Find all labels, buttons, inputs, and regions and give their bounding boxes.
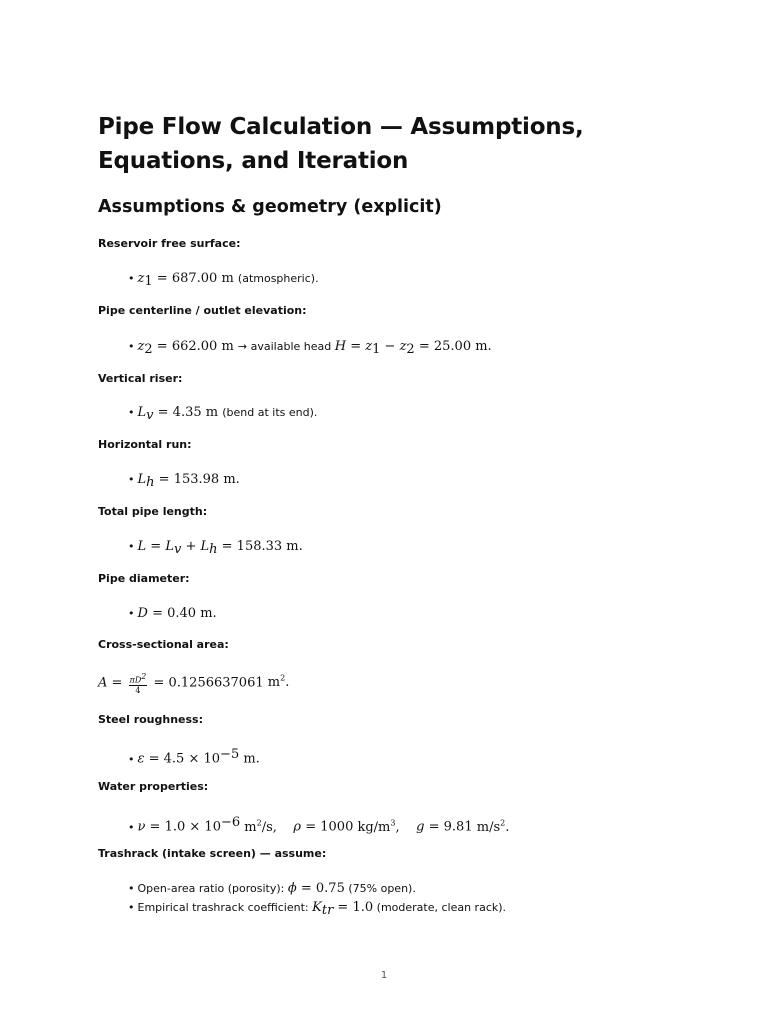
item-roughness: • $\varepsilon = 4.5 \times 10^{-5}$ m. (128, 747, 260, 767)
item-lh: • $L_h = 153.98$ m. (128, 472, 240, 491)
label-water: Water properties: (98, 780, 209, 793)
item-lv: • $L_v = 4.35$ m (bend at its end). (128, 405, 318, 424)
z2-note: → available head (237, 340, 332, 353)
d-value: 0.40 (167, 606, 197, 621)
item-z2: • $z_2 = 662.00$ m → available head $H = z_1 - z_2 = 25.00$ m. (128, 339, 492, 358)
nu-exp: −6 (220, 815, 241, 830)
area-equation: A = $\frac{\pi D^2}{4}$ = 0.1256637061 $m^2$. (98, 672, 290, 695)
lv-value: 4.35 (172, 405, 202, 420)
lv-note: (bend at its end). (222, 406, 318, 419)
label-reservoir: Reservoir free surface: (98, 237, 241, 250)
page-number: 1 (380, 970, 388, 981)
item-ktr: • Empirical trashrack coefficient: $K_{tr} = 1.0$ (moderate, clean rack). (128, 900, 507, 919)
rho-value: 1000 (320, 819, 354, 835)
label-diameter: Pipe diameter: (98, 572, 190, 585)
z1-value: 687.00 (171, 271, 218, 286)
lh-value: 153.98 (173, 472, 220, 487)
label-total: Total pipe length: (98, 505, 208, 518)
bullet: • (128, 272, 135, 285)
label-roughness: Steel roughness: (98, 713, 204, 726)
head-value: 25.00 (433, 339, 472, 354)
eps-exp: −5 (220, 747, 240, 762)
label-riser: Vertical riser: (98, 372, 183, 385)
porosity-note: (75% open). (348, 882, 416, 895)
l-value: 158.33 (236, 539, 283, 554)
page-title: Pipe Flow Calculation — Assumptions, Equations, and Iteration (98, 114, 584, 174)
section-heading: Assumptions & geometry (explicit) (98, 197, 442, 217)
item-diameter: • D = 0.40 m. (128, 606, 217, 621)
g-value: 9.81 (443, 819, 473, 835)
label-area: Cross-sectional area: (98, 638, 229, 651)
eps-mantissa: 4.5 (163, 751, 185, 767)
area-value: 0.1256637061 (168, 675, 264, 691)
porosity-text: Open-area ratio (porosity): (137, 882, 285, 895)
item-water: • $\nu = 1.0 \times 10^{-6}$ $m^2/s$, ρ = 1000 $kg/m^3$, g = 9.81 $m/s^2$. (128, 815, 510, 835)
item-z1: • $z_1 = 687.00$ m (atmospheric). (128, 271, 319, 290)
label-horizontal: Horizontal run: (98, 438, 192, 451)
nu-mantissa: 1.0 (164, 819, 186, 835)
item-porosity: • Open-area ratio (porosity): ϕ = 0.75 (75% open). (128, 881, 416, 896)
ktr-note: (moderate, clean rack). (376, 901, 507, 914)
z1-note: (atmospheric). (237, 272, 319, 285)
ktr-value: 1.0 (352, 900, 374, 915)
ktr-text: Empirical trashrack coefficient: (137, 901, 309, 914)
porosity-value: 0.75 (315, 881, 345, 896)
z2-value: 662.00 (171, 339, 218, 354)
item-l-total: • $L = L_v + L_h = 158.33$ m. (128, 539, 303, 558)
area-fraction: $\frac{\pi D^2}{4}$ (129, 672, 147, 695)
label-trashrack: Trashrack (intake screen) — assume: (98, 847, 327, 860)
label-outlet: Pipe centerline / outlet elevation: (98, 304, 307, 317)
